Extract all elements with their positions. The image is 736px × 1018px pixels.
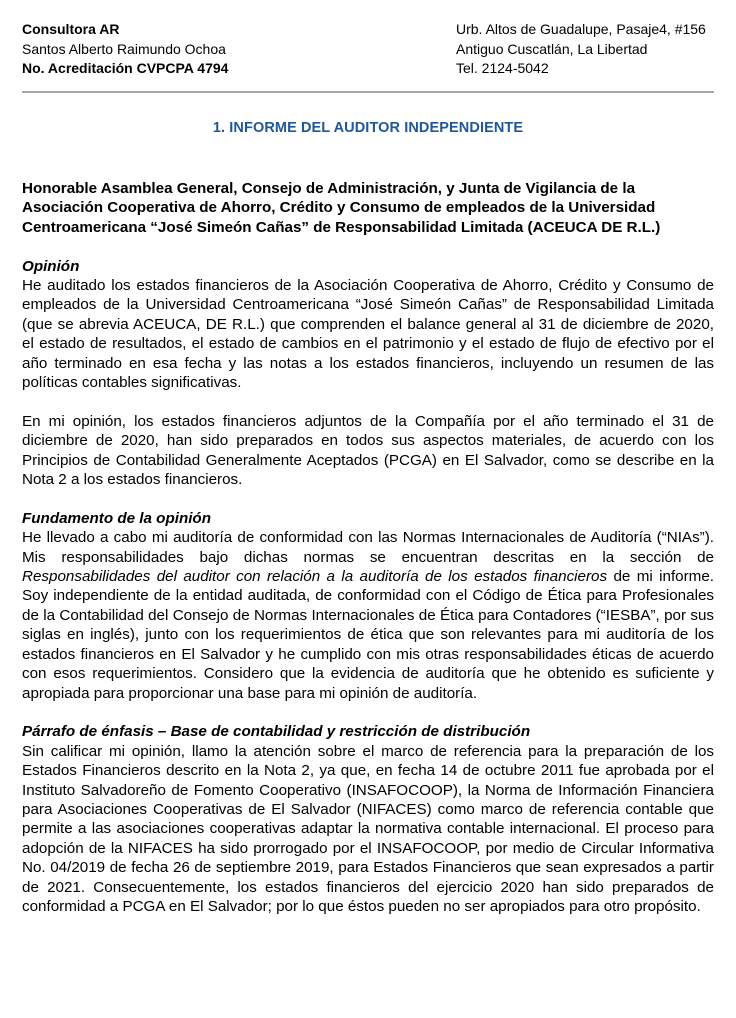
basis-heading: Fundamento de la opinión	[22, 509, 211, 527]
basis-text-end: de mi informe. Soy independiente de la entidad auditada, de conformidad con el Código de Ética para Profesionales de la Contabilidad del Consejo de Normas Internacionales de Ética para Contadores (“IESBA”, por sus siglas en inglés), junto con los requerimientos de ética que son relevantes para mi auditoría de los estados financieros en El Salvador y he cumplido con mis otras responsabilidades éticas de acuerdo con esos requerimientos. Considero que la evidencia de auditoría que he obtenido es suficiente y apropiada para proporcionar una base para mi opinión de auditoría.	[22, 568, 714, 702]
address-line-2: Antiguo Cuscatlán, La Libertad	[456, 40, 648, 57]
opinion-paragraph-2: En mi opinión, los estados financieros adjuntos de la Compañía por el año terminado el 31 de diciembre de 2020, han sido preparados en todos sus aspectos materiales, de acuerdo con los Principios de Contabilidad Generalmente Aceptados (PCGA) en El Salvador, como se describe en la Nota 2 a los estados financieros.	[22, 412, 714, 489]
letterhead-right	[456, 20, 706, 79]
addressee: Honorable Asamblea General, Consejo de Administración, y Junta de Vigilancia de la Asociación Cooperativa de Ahorro, Crédito y Consumo de empleados de la Universidad Centroamericana “José Simeón Cañas” de Responsabilidad Limitada (ACEUCA DE R.L.)	[22, 180, 661, 236]
auditor-name: Santos Alberto Raimundo Ochoa	[22, 40, 226, 57]
basis-italic-reference: Responsabilidades del auditor con relación a la auditoría de los estados financieros	[22, 568, 608, 586]
report-title: 1. INFORME DEL AUDITOR INDEPENDIENTE	[212, 120, 524, 136]
accreditation-number: No. Acreditación CVPCPA 4794	[22, 60, 229, 76]
basis-text-start: He llevado a cabo mi auditoría de conformidad con las Normas Internacionales de Auditoría (“NIAs”). Mis responsabilidades bajo dichas normas se encuentran descritas en la sección de	[22, 529, 714, 566]
firm-name: Consultora AR	[22, 21, 120, 37]
emphasis-heading: Párrafo de énfasis – Base de contabilidad y restricción de distribución	[22, 723, 531, 741]
phone-number: Tel. 2124-5042	[456, 60, 549, 76]
opinion-paragraph-1: He auditado los estados financieros de la Asociación Cooperativa de Ahorro, Crédito y Consumo de empleados de la Universidad Centroamericana “José Simeón Cañas” de Responsabilidad Limitada (que se abrevia ACEUCA, DE R.L.) que comprenden el balance general al 31 de diciembre de 2020, el estado de resultados, el estado de cambios en el patrimonio y el estado de flujo de efectivo por el año terminado en esa fecha y las notas a los estados financieros, incluyendo un resumen de las políticas contables significativas.	[22, 277, 714, 392]
address-line-1: Urb. Altos de Guadalupe, Pasaje4, #156	[456, 21, 706, 37]
emphasis-paragraph: Sin calificar mi opinión, llamo la atención sobre el marco de referencia para la preparación de los Estados Financieros descrito en la Nota 2, ya que, en fecha 14 de octubre 2011 fue aprobada por el Instituto Salvadoreño de Fomento Cooperativo (INSAFOCOOP), la Norma de Información Financiera para Asociaciones Cooperativas de El Salvador (NIFACES) como marco de referencia contable que permite a las asociaciones cooperativas adaptar la normativa contable internacional. El proceso para adopción de la NIFACES ha sido prorrogado por el INSAFOCOOP, por medio de Circular Informativa No. 04/2019 de fecha 26 de septiembre 2019, para Estados Financieros que sean expresados a partir de 2021. Consecuentemente, los estados financieros del ejercicio 2020 han sido preparados de conformidad a PCGA en El Salvador; por lo que éstos pueden no ser apropiados para otro propósito.	[22, 742, 714, 915]
header-divider	[22, 91, 714, 93]
opinion-heading: Opinión	[22, 257, 80, 275]
letterhead-left	[22, 20, 228, 79]
report-body	[22, 179, 714, 916]
basis-paragraph	[22, 528, 714, 703]
